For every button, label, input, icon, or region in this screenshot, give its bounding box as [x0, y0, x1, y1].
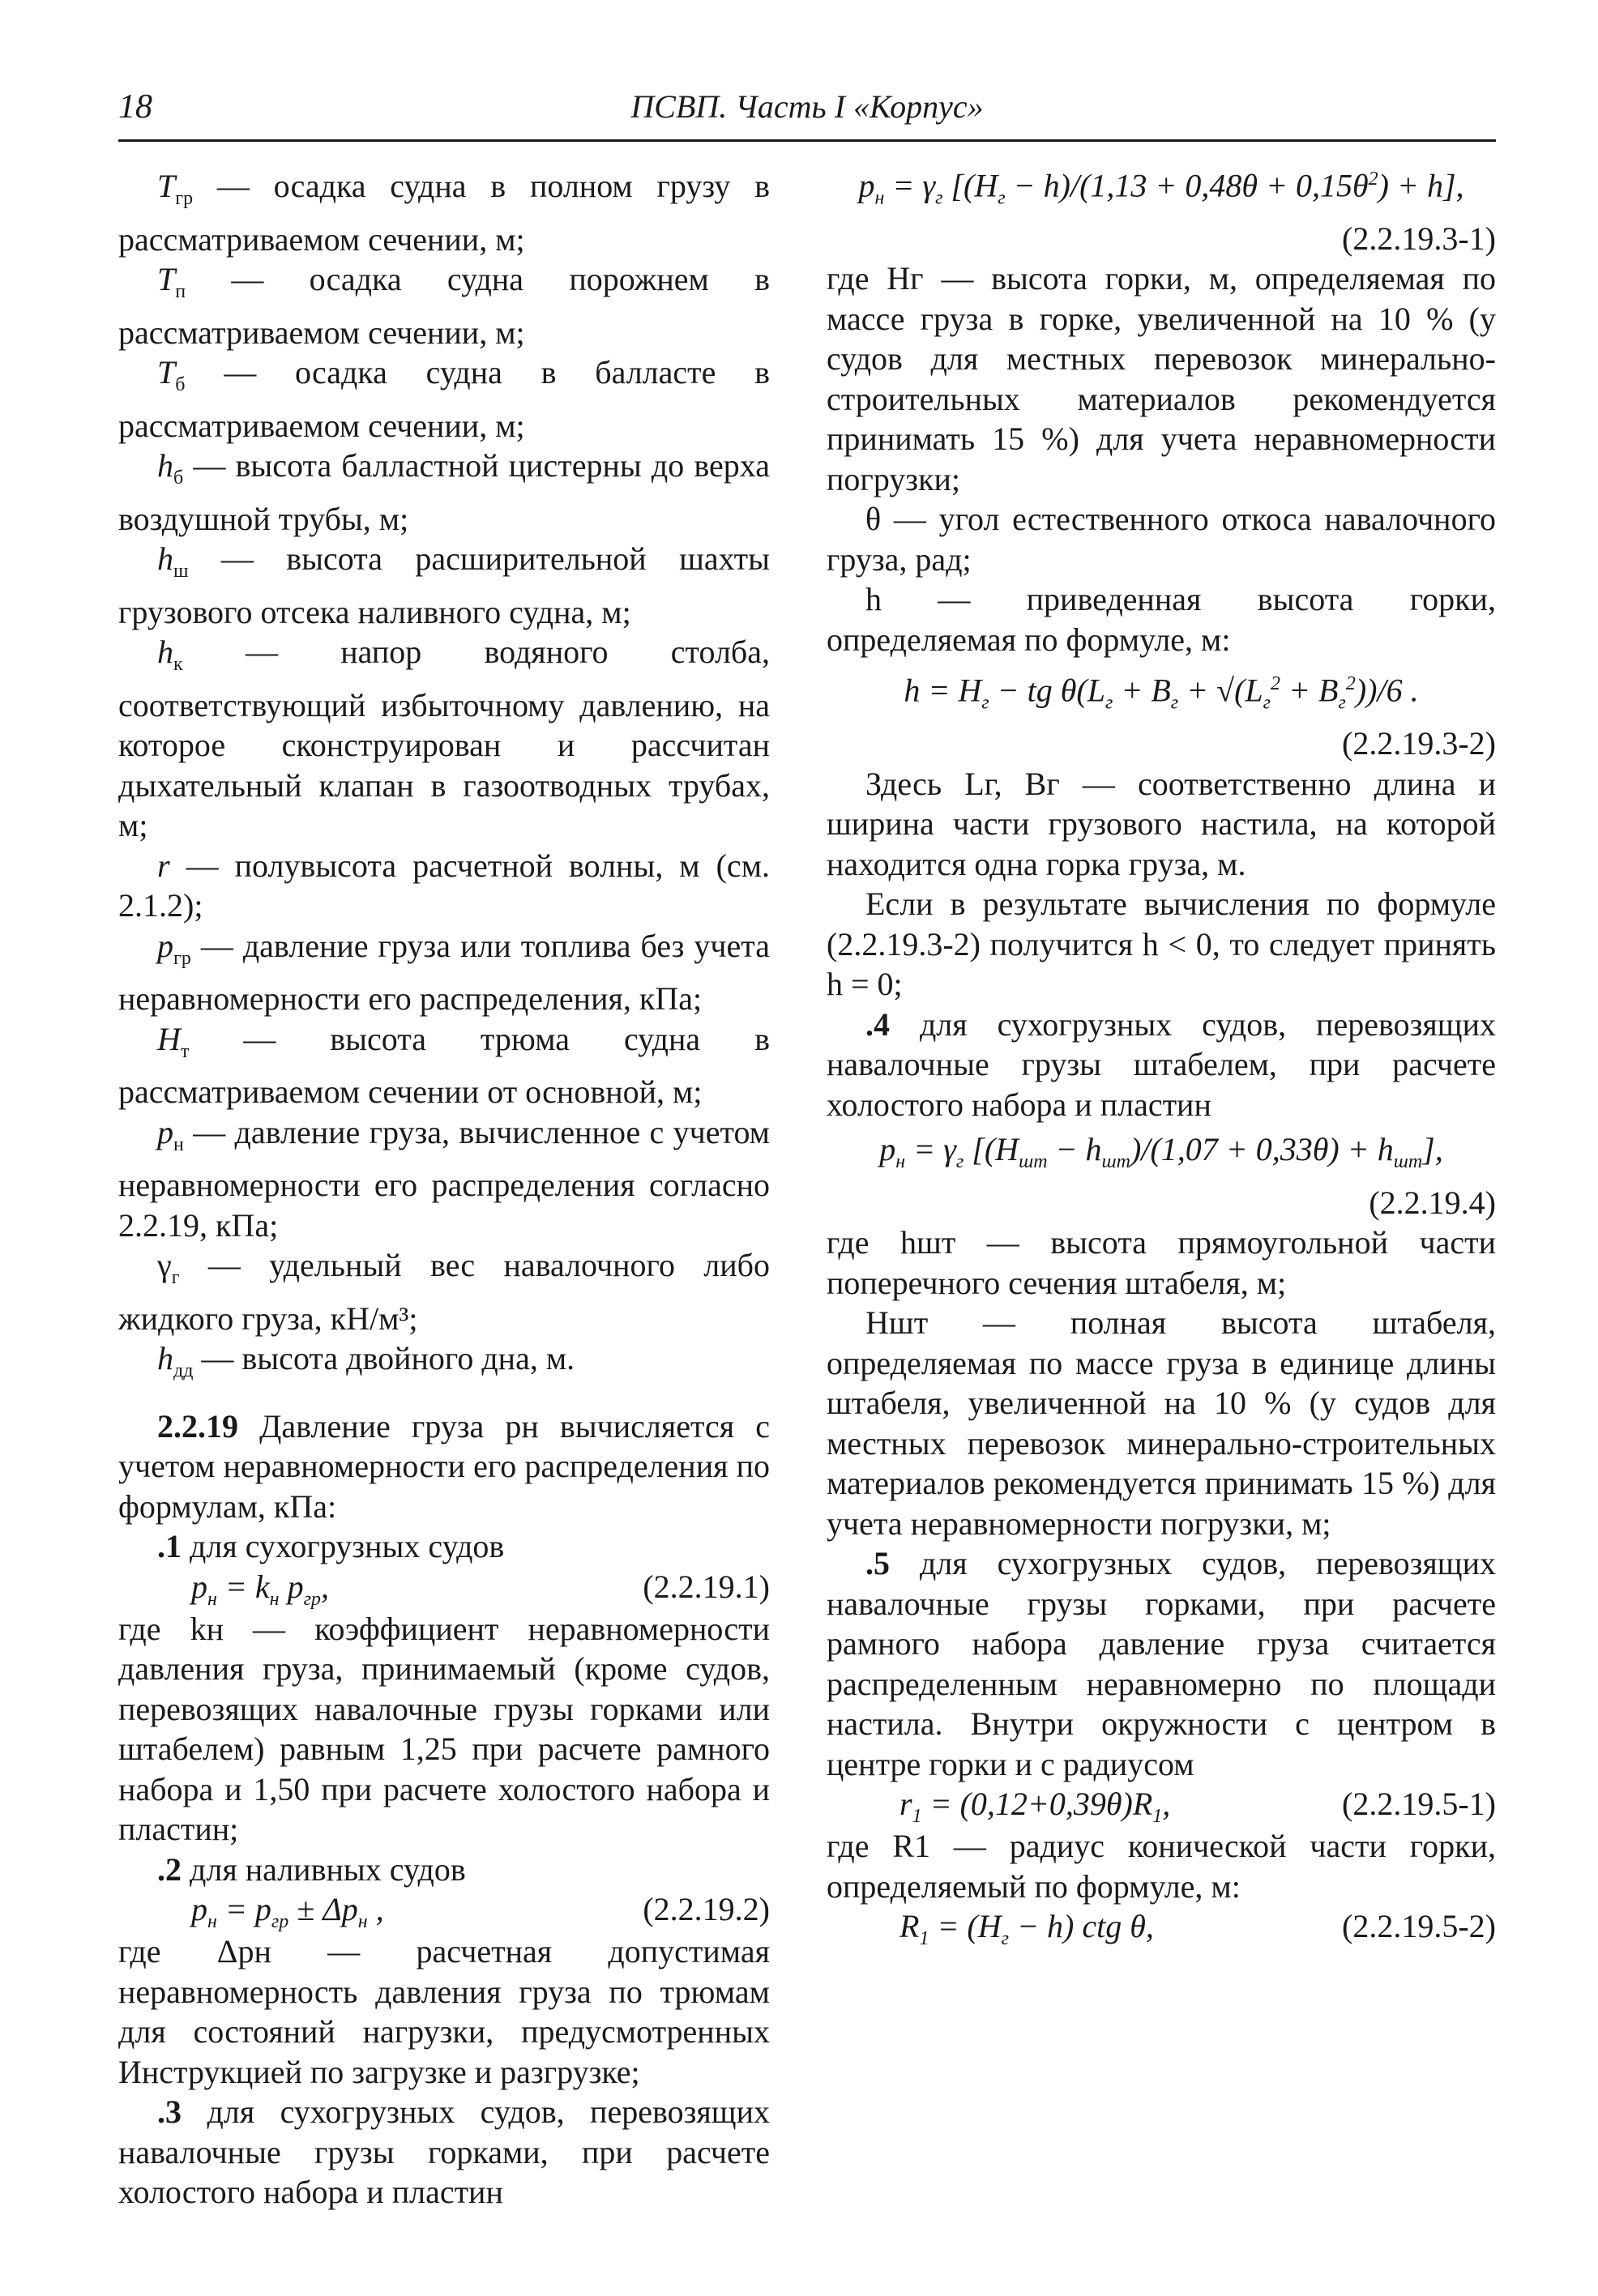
def-hdd: $h_{дд}$ — высота двойного дна, м. [157, 1340, 575, 1381]
equation-2-2-19-5-2: $R_1 = (H_г - h)$ ctg θ, (2.2.19.5-2) [899, 1908, 1496, 1950]
where-hg: где Hг — высота горки, м, определяемая по массе груза в горке, увеличенной на 10 % (у судов для местных перевозок минерально-строительных материалов рекомендуется принимать 15 %) для учета неравномерности погрузки; [827, 260, 1496, 497]
equation-2-2-19-1: $p_н = k_н$ $p_{гр}$, (2.2.19.1) [191, 1568, 770, 1610]
theta-def: θ — угол естественного откоса навалочного груза, рад; [827, 501, 1496, 578]
eq3-2-number: (2.2.19.3-2) [1342, 725, 1496, 762]
def-tp: $T_п$ — осадка судна порожнем в рассматриваемом сечении, м; [118, 261, 771, 351]
def-hb: $h_б$ — высота балластной цистерны до верха воздушной трубы, м; [118, 447, 770, 537]
eq1-where: где kн — коэффициент неравномерности давления груза, принимаемый (кроме судов, перевозящих навалочные грузы горками или штабелем) равным 1,25 при расчете рамного набора и 1,50 при расчете холостого набора и пластин; [118, 1610, 770, 1847]
section-2-2-19: 2.2.19 Давление груза pн вычисляется с учетом неравномерности его распределения по формулам, кПа: [118, 1407, 771, 1525]
zdes-text: Здесь Lг, Bг — соответственно длина и ширина части грузового настила, на которой находится одна горка груза, м. [827, 765, 1496, 882]
equation-2-2-19-2: $p_н = p_{гр} \pm \Delta p_н$ , (2.2.19.2) [191, 1891, 770, 1932]
item-5: .5 для сухогрузных судов, перевозящих навалочные грузы горками, при расчете рамного набора давление груза считается распределенным неравномерно по площади настила. Внутри окружности с центром в центре горки и с радиусом [827, 1545, 1496, 1782]
item-4: .4 для сухогрузных судов, перевозящих навалочные грузы штабелем, при расчете холостого набора и пластин [827, 1005, 1496, 1123]
item-1: .1 для сухогрузных судов [157, 1528, 505, 1564]
equation-2-2-19-3-2: $h = H_г$ − tg $\theta(L_г + B_г + √(L_г^2 + B_г^2))/6$ . [904, 672, 1419, 714]
item-3: .3 для сухогрузных судов, перевозящих навалочные грузы горками, при расчете холостого набора и пластин [118, 2093, 770, 2210]
eq3-1-number: (2.2.19.3-1) [1342, 220, 1496, 257]
left-column [118, 166, 770, 2213]
def-hk: $h_к$ — напор водяного столба, соответствующий избыточному давлению, на которое сконструирован и рассчитан дыхательный клапан в газоотводных трубах, м; [118, 634, 771, 843]
esli-text: Если в результате вычисления по формуле (2.2.19.3-2) получится h < 0, то следует принять h = 0; [827, 886, 1496, 1003]
eq2-where: где Δpн — расчетная допустимая неравномерность давления груза по трюмам для состояний нагрузки, предусмотренных Инструкцией по загрузке и разгрузке; [118, 1933, 770, 2090]
equation-2-2-19-4: $p_н = \gamma_г$ $[(H_{шт} - h_{шт})/(1,07 + 0,33\theta) + h_{шт}]$, [879, 1131, 1443, 1173]
where-r1: где R1 — радиус конической части горки, определяемый по формуле, м: [827, 1828, 1496, 1905]
equation-2-2-19-3-1: $p_н = \gamma_г$ $[(H_г - h)/(1,13 + 0,48\theta + 0,15\theta^2) + h]$, [858, 167, 1464, 209]
right-column [827, 166, 1496, 1948]
def-r: r — полувысота расчетной волны, м (см. 2.1.2); [118, 847, 771, 924]
where-hsht: где hшт — высота прямоугольной части поперечного сечения штабеля, м; [827, 1224, 1496, 1301]
def-hsh: $h_ш$ — высота расширительной шахты грузового отсека наливного судна, м; [118, 540, 771, 630]
equation-2-2-19-5-1: $r_1 = (0,12+0,39\theta)R_1$, (2.2.19.5-1) [899, 1786, 1496, 1828]
running-title: ПСВП. Часть I «Корпус» [630, 88, 984, 125]
def-pn: $p_н$ — давление груза, вычисленное с учетом неравномерности его распределения согласно 2.2.19, кПа; [118, 1113, 770, 1244]
page-number: 18 [118, 88, 152, 126]
def-tb: $T_б$ — осадка судна в балласте в рассматриваемом сечении, м; [118, 354, 770, 444]
def-pgr: $p_{гр}$ — давление груза или топлива без учета неравномерности его распределения, кПа; [118, 927, 770, 1017]
eq4-number: (2.2.19.4) [1369, 1184, 1496, 1221]
item-2: .2 для наливных судов [157, 1850, 466, 1888]
def-ht: $H_т$ — высота трюма судна в рассматриваемом сечении от основной, м; [118, 1020, 770, 1110]
h-def: h — приведенная высота горки, определяемая по формуле, м: [827, 581, 1496, 658]
def-gamma: $\gamma_г$ — удельный вес навалочного либо жидкого груза, кН/м³; [118, 1247, 770, 1337]
hsht-def: Hшт — полная высота штабеля, определяемая по массе груза в единице длины штабеля, увеличенной на 10 % (у судов для местных перевозок минерально-строительных материалов рекомендуется принимать 15 %) для учета неравномерности погрузки, м; [827, 1304, 1496, 1542]
def-tgr: $T_{гр}$ — осадка судна в полном грузу в рассматриваемом сечении, м; [118, 168, 770, 258]
page-header [118, 87, 1496, 142]
